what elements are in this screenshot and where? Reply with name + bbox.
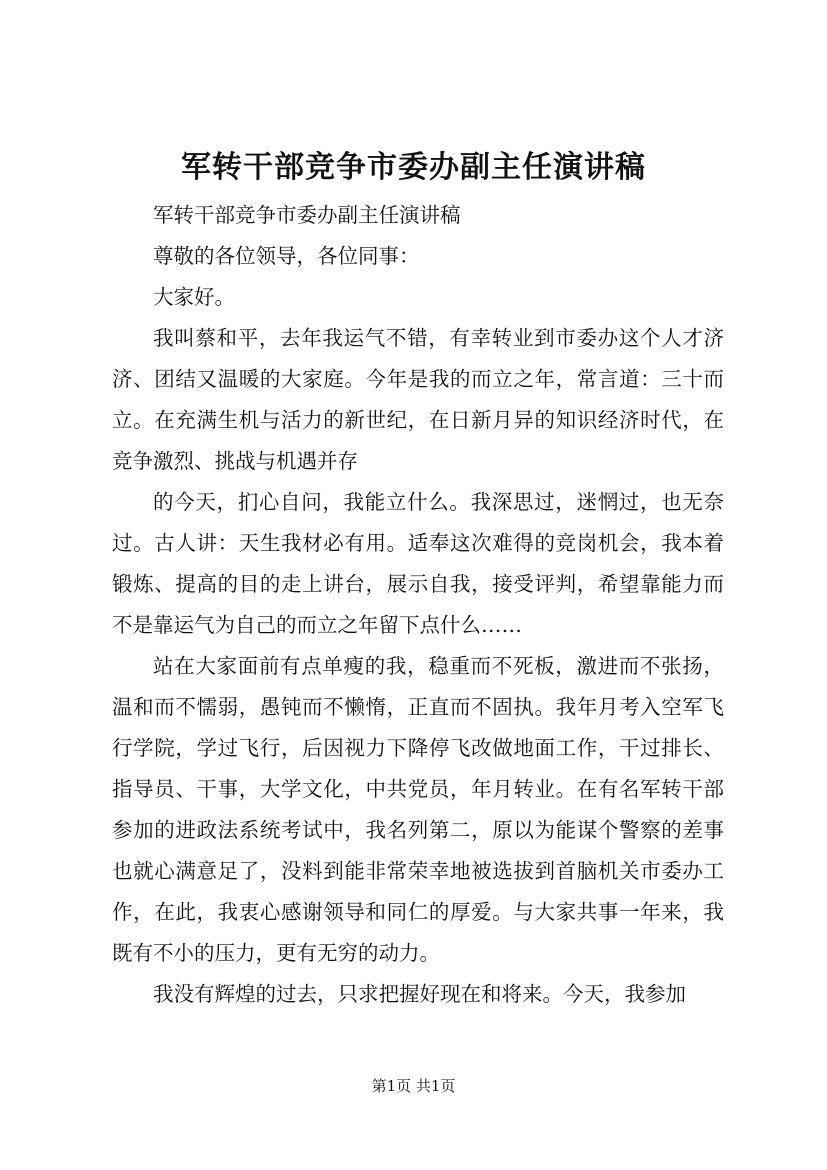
paragraph-reflection: 的今天，扪心自问，我能立什么。我深思过，迷惘过，也无奈过。古人讲：天生我材必有用。适奉这次难得的竞岗机会，我本着锻炼、提高的目的走上讲台，展示自我，接受评判，希望靠能力而不是靠运气为自己的而立之年留下点什么…… (112, 490, 724, 637)
paragraph-self-description: 站在大家面前有点单瘦的我，稳重而不死板，激进而不张扬，温和而不懦弱，愚钝而不懒惰，正直而不固执。我年月考入空军飞行学院，学过飞行，后因视力下降停飞改做地面工作，干过排长、指导员、干事，大学文化，中共党员，年月转业。在有名军转干部参加的进政法系统考试中，我名列第二，原以为能谋个警察的差事也就心满意足了，没料到能非常荣幸地被选拔到首脑机关市委办工作，在此，我衷心感谢领导和同仁的厚爱。与大家共事一年来，我既有不小的压力，更有无穷的动力。 (112, 654, 724, 965)
document-title: 军转干部竞争市委办副主任演讲稿 (181, 150, 646, 185)
paragraph-future: 我没有辉煌的过去，只求把握好现在和将来。今天，我参加 (153, 982, 686, 1006)
paragraph-salutation: 尊敬的各位领导，各位同事： (153, 244, 420, 268)
paragraph-greeting: 大家好。 (153, 285, 235, 309)
paragraph-subtitle: 军转干部竞争市委办副主任演讲稿 (153, 203, 461, 227)
paragraph-intro: 我叫蔡和平，去年我运气不错，有幸转业到市委办这个人才济济、团结又温暖的大家庭。今年是我的而立之年，常言道：三十而立。在充满生机与活力的新世纪，在日新月异的知识经济时代，在竞争激烈、挑战与机遇并存 (112, 326, 724, 473)
document-body (112, 195, 724, 1015)
page-footer: 第1页 共1页 (371, 1077, 456, 1095)
